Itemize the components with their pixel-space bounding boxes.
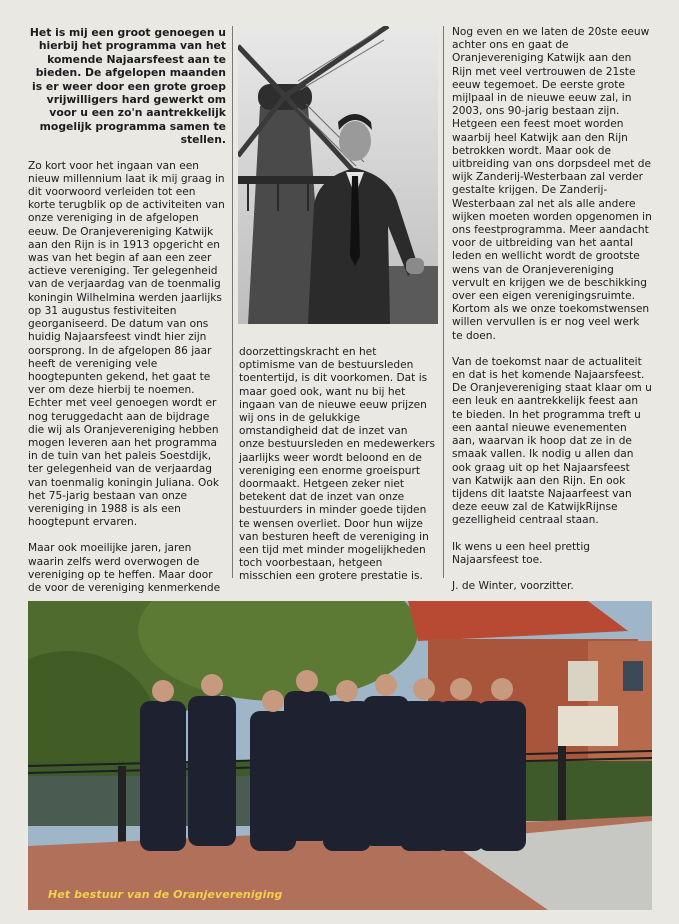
windmill-portrait-photo: [238, 26, 438, 324]
paragraph: Nog even en we laten de 20ste eeuw achter ons en gaat de Oranjevereniging Katwijk aan den Rijn met veel vertrouwen de 21ste eeuw tegemoet. De eerste grote mijlpaal in de nieuwe eeuw zal, in 2003, ons 90-jarig bestaan zijn. Hetgeen een feest moet worden waarbij heel Katwijk aan den Rijn betrokken wordt. Maar ook de uitbreiding van ons dorpsdeel met de wijk Zanderij-Westerbaan zal verder gestalte krijgen. De Zanderij-Westerbaan zal net als alle andere wijken moeten worden opgenomen in ons feestprogramma. Meer aandacht voor de uitbreiding van het aantal leden en wellicht wordt de grootste wens van de Oranjevereniging vervult en krijgen we de beschikking over een eigen verenigingsruimte. Kortom als we onze toekomstwensen willen vervullen is er nog veel werk te doen.: [452, 26, 652, 342]
signature: J. de Winter, voorzitter.: [452, 579, 574, 592]
paragraph: doorzettingskracht en het optimisme van de bestuursleden toentertijd, is dit voorkomen. Dat is maar goed ook, want nu bij het ingaan van de nieuwe eeuw prijzen wij ons in de gelukkige omstandigheid dat de inzet van onze bestuursleden en medewerkers jaarlijks weer wordt beloond en de vereniging een enorme groeispurt doormaakt. Hetgeen zeker niet betekent dat de inzet van onze bestuurders in minder goede tijden te wensen overliet. Door hun wijze van besturen heeft de vereniging in een tijd met minder mogelijkheden toch voorbestaan, hetgeen misschien een grotere prestatie is.: [239, 346, 436, 583]
article-column-1: [28, 26, 226, 608]
windmill-portrait-image: [238, 26, 438, 324]
intro-paragraph: Het is mij een groot genoegen u hierbij het programma van het komende Najaarsfeest aan te bieden. De afgelopen maanden is er weer door een grote groep vrijwilligers hard gewerkt om voor u een zo'n aantrekkelijk mogelijk programma samen te stellen.: [29, 26, 226, 147]
board-group-image: [28, 601, 652, 910]
paragraph: Van de toekomst naar de actualiteit en dat is het komende Najaarsfeest. De Oranjevereniging staat klaar om u een leuk en aantrekkelijk feest aan te bieden. In het programma treft u een aantal nieuwe evenementen aan, waarvan ik hoop dat ze in de smaak vallen. Ik nodig u allen dan ook graag uit op het Najaarsfeest van Katwijk aan den Rijn. En ook tijdens dit laatste Najaarfeest van deze eeuw zal de KatwijkRijnse gezelligheid centraal staan.: [452, 355, 652, 527]
paragraph: Maar ook moeilijke jaren, jaren waarin zelfs werd overwogen de vereniging op te heffen. Maar door de voor de vereniging kenmerkende: [28, 542, 221, 594]
column-divider: [232, 26, 233, 578]
board-group-photo: [28, 601, 652, 910]
paragraph: Zo kort voor het ingaan van een nieuw millennium laat ik mij graag in dit voorwoord verleiden tot een korte terugblik op de activiteiten van onze vereniging in de afgelopen eeuw. De Oranjevereniging Katwijk aan den Rijn is in 1913 opgericht en was van het begin af aan een zeer actieve vereniging. Ter gelegenheid van de verjaardag van de toenmalig koningin Wilhelmina werden jaarlijks op 31 augustus festiviteiten georganiseerd. De datum van ons huidig Najaarsfeest vindt hier zijn oorsprong. In de afgelopen 86 jaar heeft de vereniging vele hoogtepunten gekend, het gaat te ver om deze hierbij te noemen. Echter met veel genoegen wordt er nog teruggedacht aan de bijdrage die wij als Oranjevereniging hebben mogen leveren aan het programma in de tuin van het paleis Soestdijk, ter gelegenheid van de verjaardag van toenmalig koningin Juliana. Ook het 75-jarig bestaan van onze vereniging in 1988 is als een hoogtepunt ervaren.: [28, 159, 225, 529]
column-divider: [443, 26, 444, 578]
article-column-2: [239, 346, 435, 597]
photo-caption: Het bestuur van de Oranjevereniging: [48, 888, 283, 901]
article-column-3: [452, 26, 652, 606]
paragraph: Ik wens u een heel prettig Najaarsfeest toe.: [452, 540, 591, 566]
